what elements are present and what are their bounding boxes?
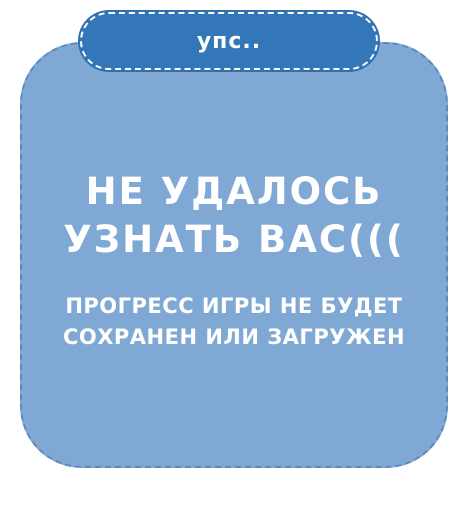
dialog-message bbox=[20, 291, 448, 353]
message-line-2: СОХРАНЕН ИЛИ ЗАГРУЖЕН bbox=[62, 325, 406, 349]
dialog-title: упс.. bbox=[196, 28, 262, 54]
dialog-headline bbox=[20, 168, 448, 264]
message-line-1: ПРОГРЕСС ИГРЫ НЕ БУДЕТ bbox=[65, 294, 403, 318]
headline-line-1: НЕ УДАЛОСЬ bbox=[85, 170, 383, 213]
headline-line-2: УЗНАТЬ ВАС((( bbox=[63, 218, 405, 261]
dialog-title-banner bbox=[80, 12, 378, 70]
